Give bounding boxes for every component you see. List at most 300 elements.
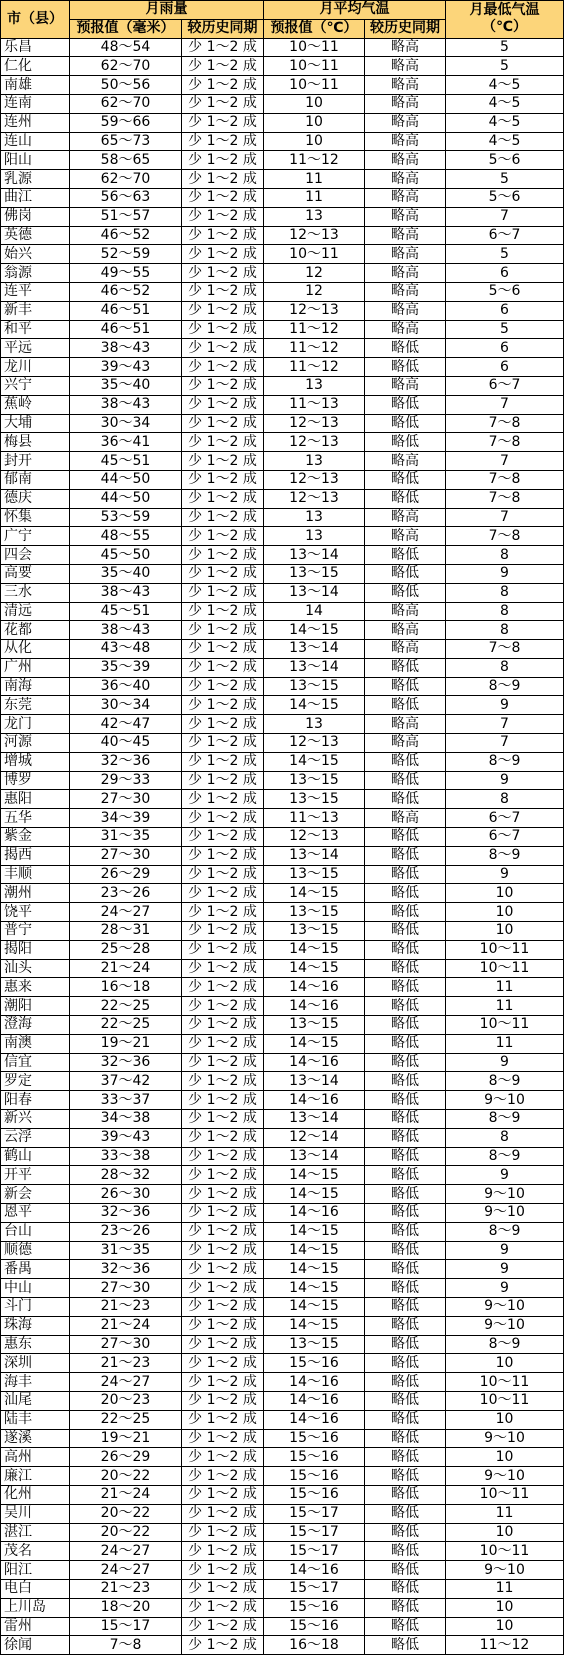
rain-compare-cell: 少 1～2 成 xyxy=(182,395,264,414)
temp-compare-cell: 略高 xyxy=(365,715,446,734)
city-cell: 陆丰 xyxy=(1,1410,70,1429)
min-temp-cell: 11 xyxy=(446,997,564,1016)
table-row xyxy=(1,1091,564,1110)
city-cell: 恩平 xyxy=(1,1204,70,1223)
table-row xyxy=(1,1110,564,1129)
temp-forecast-cell: 10～11 xyxy=(264,245,365,264)
rain-compare-cell: 少 1～2 成 xyxy=(182,1166,264,1185)
rain-forecast-cell: 35～40 xyxy=(70,376,182,395)
city-cell: 五华 xyxy=(1,809,70,828)
temp-forecast-cell: 14 xyxy=(264,602,365,621)
table-row xyxy=(1,76,564,95)
rain-forecast-cell: 46～51 xyxy=(70,320,182,339)
temp-compare-cell: 略低 xyxy=(365,997,446,1016)
min-temp-cell: 9 xyxy=(446,1053,564,1072)
table-row xyxy=(1,865,564,884)
temp-compare-cell: 略低 xyxy=(365,433,446,452)
rain-forecast-cell: 22～25 xyxy=(70,997,182,1016)
rain-compare-cell: 少 1～2 成 xyxy=(182,1072,264,1091)
temp-forecast-cell: 11 xyxy=(264,170,365,189)
rain-compare-cell: 少 1～2 成 xyxy=(182,752,264,771)
rain-compare-cell: 少 1～2 成 xyxy=(182,677,264,696)
city-cell: 汕尾 xyxy=(1,1391,70,1410)
temp-forecast-cell: 14～15 xyxy=(264,696,365,715)
temp-forecast-cell: 13～15 xyxy=(264,564,365,583)
rain-forecast-cell: 20～22 xyxy=(70,1523,182,1542)
table-row xyxy=(1,1241,564,1260)
rain-forecast-cell: 32～36 xyxy=(70,1053,182,1072)
rain-compare-cell: 少 1～2 成 xyxy=(182,1335,264,1354)
temp-forecast-cell: 14～15 xyxy=(264,959,365,978)
temp-compare-cell: 略低 xyxy=(365,978,446,997)
rain-compare-cell: 少 1～2 成 xyxy=(182,1504,264,1523)
table-row xyxy=(1,1579,564,1598)
city-cell: 东莞 xyxy=(1,696,70,715)
table-row xyxy=(1,1072,564,1091)
temp-forecast-cell: 12～13 xyxy=(264,414,365,433)
city-cell: 澄海 xyxy=(1,1016,70,1035)
rain-forecast-cell: 44～50 xyxy=(70,489,182,508)
city-cell: 丰顺 xyxy=(1,865,70,884)
rain-forecast-cell: 39～43 xyxy=(70,358,182,377)
table-row xyxy=(1,433,564,452)
temp-forecast-cell: 15～17 xyxy=(264,1579,365,1598)
rain-forecast-cell: 26～29 xyxy=(70,1448,182,1467)
min-temp-cell: 9 xyxy=(446,1166,564,1185)
table-row xyxy=(1,1316,564,1335)
table-row xyxy=(1,1467,564,1486)
table-row xyxy=(1,771,564,790)
rain-forecast-cell: 46～52 xyxy=(70,226,182,245)
min-temp-cell: 10 xyxy=(446,1617,564,1636)
min-temp-cell: 6 xyxy=(446,264,564,283)
temp-compare-cell: 略低 xyxy=(365,1636,446,1655)
city-cell: 南海 xyxy=(1,677,70,696)
temp-compare-cell: 略高 xyxy=(365,527,446,546)
temp-compare-cell: 略低 xyxy=(365,1598,446,1617)
min-temp-cell: 9 xyxy=(446,771,564,790)
rain-compare-cell: 少 1～2 成 xyxy=(182,1485,264,1504)
city-cell: 花都 xyxy=(1,621,70,640)
rain-forecast-cell: 28～32 xyxy=(70,1166,182,1185)
city-cell: 乐昌 xyxy=(1,38,70,57)
table-row xyxy=(1,470,564,489)
rain-compare-cell: 少 1～2 成 xyxy=(182,489,264,508)
min-temp-cell: 8 xyxy=(446,658,564,677)
temp-forecast-cell: 12～13 xyxy=(264,828,365,847)
min-temp-cell: 11 xyxy=(446,1504,564,1523)
min-temp-cell: 8～9 xyxy=(446,752,564,771)
city-cell: 紫金 xyxy=(1,828,70,847)
rain-forecast-cell: 21～23 xyxy=(70,1297,182,1316)
temp-compare-cell: 略低 xyxy=(365,339,446,358)
city-cell: 吴川 xyxy=(1,1504,70,1523)
rain-forecast-cell: 38～43 xyxy=(70,339,182,358)
temp-compare-cell: 略低 xyxy=(365,395,446,414)
table-row xyxy=(1,264,564,283)
table-row xyxy=(1,997,564,1016)
temp-compare-cell: 略低 xyxy=(365,1485,446,1504)
temp-forecast-cell: 13 xyxy=(264,508,365,527)
temp-compare-cell: 略高 xyxy=(365,57,446,76)
temp-compare-cell: 略高 xyxy=(365,188,446,207)
city-cell: 揭阳 xyxy=(1,940,70,959)
min-temp-cell: 9～10 xyxy=(446,1467,564,1486)
rain-forecast-cell: 20～22 xyxy=(70,1467,182,1486)
min-temp-cell: 7 xyxy=(446,734,564,753)
city-cell: 海丰 xyxy=(1,1373,70,1392)
rain-forecast-cell: 18～20 xyxy=(70,1598,182,1617)
rain-forecast-cell: 39～43 xyxy=(70,1128,182,1147)
temp-forecast-cell: 13～14 xyxy=(264,640,365,659)
temp-compare-cell: 略低 xyxy=(365,1110,446,1129)
city-cell: 斗门 xyxy=(1,1297,70,1316)
temp-compare-cell: 略低 xyxy=(365,1241,446,1260)
table-row xyxy=(1,1297,564,1316)
min-temp-cell: 4～5 xyxy=(446,132,564,151)
temp-compare-cell: 略低 xyxy=(365,1335,446,1354)
min-temp-cell: 5～6 xyxy=(446,188,564,207)
table-header xyxy=(1,1,564,39)
rain-forecast-cell: 34～39 xyxy=(70,809,182,828)
rain-forecast-cell: 32～36 xyxy=(70,1204,182,1223)
rain-forecast-cell: 62～70 xyxy=(70,170,182,189)
rain-compare-cell: 少 1～2 成 xyxy=(182,1410,264,1429)
temp-forecast-cell: 10～11 xyxy=(264,57,365,76)
rain-forecast-cell: 33～38 xyxy=(70,1147,182,1166)
rain-forecast-cell: 45～50 xyxy=(70,546,182,565)
temp-forecast-header: 预报值（℃） xyxy=(264,19,365,38)
city-cell: 罗定 xyxy=(1,1072,70,1091)
temp-forecast-cell: 12～13 xyxy=(264,470,365,489)
temp-forecast-cell: 12～13 xyxy=(264,433,365,452)
table-row xyxy=(1,1166,564,1185)
min-temp-cell: 7 xyxy=(446,207,564,226)
temp-forecast-cell: 14～16 xyxy=(264,1410,365,1429)
rain-compare-cell: 少 1～2 成 xyxy=(182,940,264,959)
temp-compare-cell: 略低 xyxy=(365,546,446,565)
temp-forecast-cell: 14～15 xyxy=(264,1316,365,1335)
rain-forecast-cell: 21～24 xyxy=(70,1485,182,1504)
table-row xyxy=(1,1391,564,1410)
table-row xyxy=(1,959,564,978)
rain-compare-cell: 少 1～2 成 xyxy=(182,1016,264,1035)
table-row xyxy=(1,1598,564,1617)
city-cell: 龙门 xyxy=(1,715,70,734)
table-row xyxy=(1,640,564,659)
temp-forecast-cell: 13～14 xyxy=(264,583,365,602)
table-row xyxy=(1,884,564,903)
rain-forecast-cell: 49～55 xyxy=(70,264,182,283)
city-cell: 广州 xyxy=(1,658,70,677)
city-cell: 惠东 xyxy=(1,1335,70,1354)
rain-compare-cell: 少 1～2 成 xyxy=(182,771,264,790)
rain-compare-cell: 少 1～2 成 xyxy=(182,696,264,715)
temp-compare-cell: 略高 xyxy=(365,207,446,226)
rain-forecast-cell: 27～30 xyxy=(70,790,182,809)
temp-forecast-cell: 13～15 xyxy=(264,1335,365,1354)
city-cell: 中山 xyxy=(1,1279,70,1298)
rain-forecast-cell: 21～23 xyxy=(70,1579,182,1598)
temp-compare-cell: 略低 xyxy=(365,1222,446,1241)
rain-compare-cell: 少 1～2 成 xyxy=(182,113,264,132)
rain-compare-cell: 少 1～2 成 xyxy=(182,865,264,884)
min-temp-cell: 9～10 xyxy=(446,1185,564,1204)
rain-forecast-cell: 24～27 xyxy=(70,1373,182,1392)
rain-forecast-cell: 20～23 xyxy=(70,1391,182,1410)
temp-forecast-cell: 14～15 xyxy=(264,1222,365,1241)
rain-compare-cell: 少 1～2 成 xyxy=(182,1354,264,1373)
rain-compare-cell: 少 1～2 成 xyxy=(182,1053,264,1072)
temp-forecast-cell: 12～13 xyxy=(264,226,365,245)
rain-compare-cell: 少 1～2 成 xyxy=(182,583,264,602)
temp-compare-cell: 略高 xyxy=(365,301,446,320)
rain-forecast-cell: 38～43 xyxy=(70,621,182,640)
rain-compare-cell: 少 1～2 成 xyxy=(182,1260,264,1279)
min-temp-cell: 10～11 xyxy=(446,1485,564,1504)
rain-compare-cell: 少 1～2 成 xyxy=(182,264,264,283)
table-row xyxy=(1,828,564,847)
table-row xyxy=(1,245,564,264)
table-row xyxy=(1,564,564,583)
temp-compare-cell: 略高 xyxy=(365,245,446,264)
min-temp-cell: 10～11 xyxy=(446,1391,564,1410)
table-row xyxy=(1,602,564,621)
rain-compare-cell: 少 1～2 成 xyxy=(182,1222,264,1241)
min-temp-cell: 6～7 xyxy=(446,809,564,828)
temp-forecast-cell: 11～12 xyxy=(264,151,365,170)
rain-forecast-cell: 21～24 xyxy=(70,1316,182,1335)
rain-forecast-cell: 24～27 xyxy=(70,903,182,922)
table-row xyxy=(1,376,564,395)
rain-forecast-cell: 48～54 xyxy=(70,38,182,57)
rain-forecast-cell: 45～51 xyxy=(70,602,182,621)
temp-compare-cell: 略高 xyxy=(365,282,446,301)
temp-forecast-cell: 12～13 xyxy=(264,489,365,508)
temp-forecast-cell: 13～14 xyxy=(264,846,365,865)
rain-forecast-cell: 58～65 xyxy=(70,151,182,170)
rain-forecast-cell: 30～34 xyxy=(70,696,182,715)
rain-forecast-cell: 22～25 xyxy=(70,1410,182,1429)
rain-forecast-cell: 53～59 xyxy=(70,508,182,527)
temp-compare-cell: 略高 xyxy=(365,76,446,95)
rain-compare-cell: 少 1～2 成 xyxy=(182,1147,264,1166)
table-row xyxy=(1,1354,564,1373)
min-temp-cell: 7～8 xyxy=(446,527,564,546)
rain-compare-cell: 少 1～2 成 xyxy=(182,452,264,471)
temp-compare-cell: 略低 xyxy=(365,846,446,865)
min-temp-cell: 8 xyxy=(446,583,564,602)
temp-compare-cell: 略高 xyxy=(365,640,446,659)
temp-forecast-cell: 13～14 xyxy=(264,546,365,565)
rain-compare-cell: 少 1～2 成 xyxy=(182,564,264,583)
min-temp-cell: 9～10 xyxy=(446,1561,564,1580)
min-temp-cell: 10～11 xyxy=(446,940,564,959)
city-cell: 鹤山 xyxy=(1,1147,70,1166)
rain-forecast-cell: 45～51 xyxy=(70,452,182,471)
temp-forecast-cell: 14～15 xyxy=(264,621,365,640)
temp-compare-cell: 略高 xyxy=(365,38,446,57)
rain-compare-cell: 少 1～2 成 xyxy=(182,76,264,95)
city-cell: 新兴 xyxy=(1,1110,70,1129)
temp-compare-cell: 略低 xyxy=(365,1072,446,1091)
table-row xyxy=(1,1542,564,1561)
table-row xyxy=(1,395,564,414)
city-cell: 仁化 xyxy=(1,57,70,76)
city-cell: 从化 xyxy=(1,640,70,659)
temp-compare-cell: 略低 xyxy=(365,1147,446,1166)
rain-forecast-cell: 38～43 xyxy=(70,395,182,414)
min-temp-cell: 10 xyxy=(446,1523,564,1542)
rain-compare-cell: 少 1～2 成 xyxy=(182,1373,264,1392)
rain-compare-cell: 少 1～2 成 xyxy=(182,1636,264,1655)
rain-compare-cell: 少 1～2 成 xyxy=(182,809,264,828)
rain-forecast-cell: 23～26 xyxy=(70,1222,182,1241)
city-cell: 梅县 xyxy=(1,433,70,452)
rain-forecast-cell: 34～38 xyxy=(70,1110,182,1129)
table-row xyxy=(1,301,564,320)
min-temp-cell: 7～8 xyxy=(446,640,564,659)
min-temp-cell: 10 xyxy=(446,1598,564,1617)
min-temp-cell: 9～10 xyxy=(446,1316,564,1335)
rain-compare-cell: 少 1～2 成 xyxy=(182,1448,264,1467)
temp-compare-cell: 略低 xyxy=(365,865,446,884)
city-cell: 徐闻 xyxy=(1,1636,70,1655)
city-cell: 英德 xyxy=(1,226,70,245)
table-row xyxy=(1,809,564,828)
temp-compare-cell: 略低 xyxy=(365,771,446,790)
city-cell: 新丰 xyxy=(1,301,70,320)
temp-compare-cell: 略低 xyxy=(365,1523,446,1542)
min-temp-cell: 9～10 xyxy=(446,1297,564,1316)
table-row xyxy=(1,546,564,565)
temp-compare-cell: 略高 xyxy=(365,452,446,471)
temp-forecast-cell: 14～16 xyxy=(264,1204,365,1223)
temp-compare-cell: 略低 xyxy=(365,658,446,677)
rain-forecast-cell: 19～21 xyxy=(70,1034,182,1053)
rain-compare-cell: 少 1～2 成 xyxy=(182,828,264,847)
city-cell: 封开 xyxy=(1,452,70,471)
temp-compare-cell: 略高 xyxy=(365,170,446,189)
temp-compare-cell: 略高 xyxy=(365,113,446,132)
rain-forecast-cell: 35～39 xyxy=(70,658,182,677)
rain-forecast-cell: 46～52 xyxy=(70,282,182,301)
temp-forecast-cell: 14～16 xyxy=(264,997,365,1016)
city-cell: 郁南 xyxy=(1,470,70,489)
temp-compare-cell: 略低 xyxy=(365,1542,446,1561)
rain-compare-cell: 少 1～2 成 xyxy=(182,715,264,734)
temp-forecast-cell: 14～15 xyxy=(264,884,365,903)
rain-forecast-cell: 27～30 xyxy=(70,1335,182,1354)
temp-forecast-cell: 12～13 xyxy=(264,734,365,753)
table-row xyxy=(1,527,564,546)
rain-compare-cell: 少 1～2 成 xyxy=(182,1297,264,1316)
rain-compare-cell: 少 1～2 成 xyxy=(182,1110,264,1129)
temp-forecast-cell: 14～15 xyxy=(264,1034,365,1053)
temp-compare-cell: 略高 xyxy=(365,320,446,339)
rain-compare-cell: 少 1～2 成 xyxy=(182,57,264,76)
temp-forecast-cell: 14～15 xyxy=(264,1166,365,1185)
min-temp-cell: 8 xyxy=(446,602,564,621)
temp-compare-cell: 略低 xyxy=(365,414,446,433)
table-row xyxy=(1,1636,564,1655)
rain-forecast-cell: 20～22 xyxy=(70,1504,182,1523)
table-row xyxy=(1,790,564,809)
city-cell: 和平 xyxy=(1,320,70,339)
min-temp-cell: 9～10 xyxy=(446,1091,564,1110)
city-cell: 兴宁 xyxy=(1,376,70,395)
rain-compare-cell: 少 1～2 成 xyxy=(182,658,264,677)
temp-compare-cell: 略低 xyxy=(365,470,446,489)
city-cell: 乳源 xyxy=(1,170,70,189)
city-header: 市（县） xyxy=(1,1,70,39)
min-temp-cell: 7～8 xyxy=(446,489,564,508)
rain-compare-cell: 少 1～2 成 xyxy=(182,207,264,226)
temp-forecast-cell: 13 xyxy=(264,715,365,734)
city-cell: 汕头 xyxy=(1,959,70,978)
min-temp-cell: 4～5 xyxy=(446,113,564,132)
rain-forecast-cell: 22～25 xyxy=(70,1016,182,1035)
city-cell: 深圳 xyxy=(1,1354,70,1373)
table-row xyxy=(1,903,564,922)
rain-compare-cell: 少 1～2 成 xyxy=(182,376,264,395)
rain-compare-cell: 少 1～2 成 xyxy=(182,470,264,489)
rain-compare-cell: 少 1～2 成 xyxy=(182,884,264,903)
rain-compare-cell: 少 1～2 成 xyxy=(182,734,264,753)
table-row xyxy=(1,715,564,734)
min-temp-cell: 4～5 xyxy=(446,76,564,95)
city-cell: 河源 xyxy=(1,734,70,753)
rain-forecast-cell: 28～31 xyxy=(70,922,182,941)
table-row xyxy=(1,1016,564,1035)
rain-compare-cell: 少 1～2 成 xyxy=(182,170,264,189)
table-row xyxy=(1,677,564,696)
temp-forecast-cell: 15～16 xyxy=(264,1617,365,1636)
temp-forecast-cell: 14～15 xyxy=(264,1260,365,1279)
temp-compare-cell: 略低 xyxy=(365,1091,446,1110)
table-row xyxy=(1,1147,564,1166)
city-cell: 新会 xyxy=(1,1185,70,1204)
temp-compare-cell: 略低 xyxy=(365,1504,446,1523)
min-temp-cell: 5 xyxy=(446,320,564,339)
temp-compare-cell: 略低 xyxy=(365,1166,446,1185)
temp-forecast-cell: 13 xyxy=(264,527,365,546)
table-row xyxy=(1,1053,564,1072)
temp-forecast-cell: 15～16 xyxy=(264,1448,365,1467)
rain-compare-cell: 少 1～2 成 xyxy=(182,433,264,452)
temp-compare-cell: 略低 xyxy=(365,1128,446,1147)
temp-forecast-cell: 14～15 xyxy=(264,940,365,959)
table-row xyxy=(1,1504,564,1523)
min-temp-cell: 6 xyxy=(446,339,564,358)
rain-compare-cell: 少 1～2 成 xyxy=(182,546,264,565)
rain-forecast-cell: 44～50 xyxy=(70,470,182,489)
table-row xyxy=(1,752,564,771)
rain-group-header: 月雨量 xyxy=(70,1,264,20)
rain-compare-cell: 少 1～2 成 xyxy=(182,1579,264,1598)
table-row xyxy=(1,1617,564,1636)
temp-forecast-cell: 13 xyxy=(264,452,365,471)
temp-compare-cell: 略高 xyxy=(365,94,446,113)
temp-forecast-cell: 13～15 xyxy=(264,771,365,790)
temp-compare-cell: 略低 xyxy=(365,1410,446,1429)
table-row xyxy=(1,113,564,132)
rain-forecast-cell: 43～48 xyxy=(70,640,182,659)
city-cell: 南澳 xyxy=(1,1034,70,1053)
temp-forecast-cell: 14～15 xyxy=(264,1185,365,1204)
table-row xyxy=(1,226,564,245)
temp-forecast-cell: 14～16 xyxy=(264,1091,365,1110)
